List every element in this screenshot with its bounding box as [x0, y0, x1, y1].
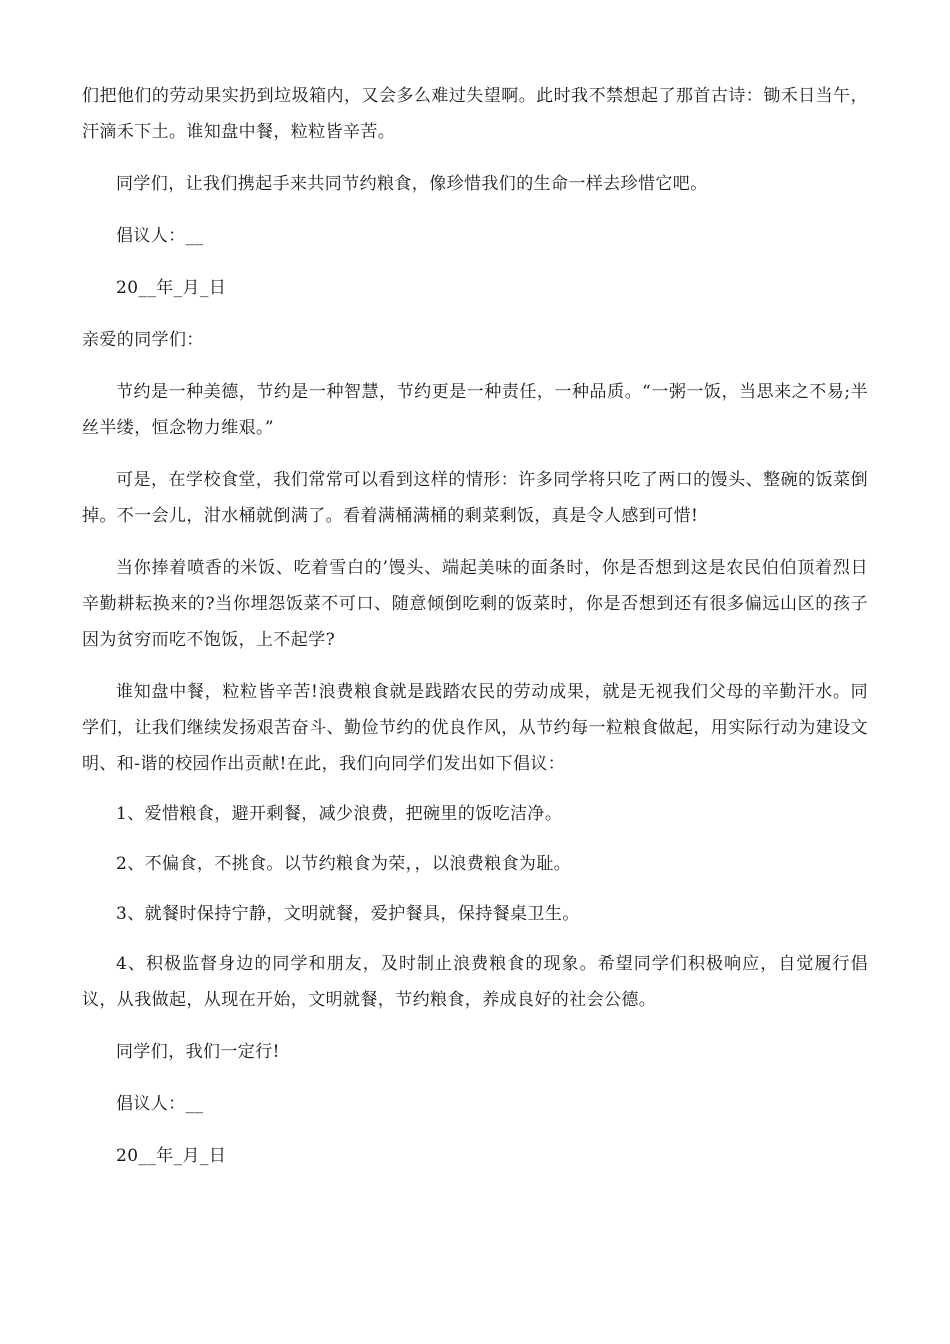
- salutation: 亲爱的同学们：: [82, 330, 204, 350]
- paragraph-canteen: 可是，在学校食堂，我们常常可以看到这样的情形：许多同学将只吃了两口的馒头、整碗的饭菜倒掉。不一会儿，泔水桶就倒满了。看着满桶满桶的剩菜剩饭，真是令人感到可惜!: [82, 470, 868, 526]
- proposal-item-3: 3、就餐时保持宁静，文明就餐，爱护餐具，保持餐桌卫生。: [116, 904, 580, 924]
- signature-proposer: 倡议人：__: [116, 226, 204, 246]
- paragraph-proposal-intro: 谁知盘中餐，粒粒皆辛苦!浪费粮食就是践踏农民的劳动成果，就是无视我们父母的辛勤汗水。同学们，让我们继续发扬艰苦奋斗、勤俭节约的优良作风，从节约每一粒粮食做起，用实际行动为建设文明、和-谐的校园作出贡献!在此，我们向同学们发出如下倡议：: [82, 682, 868, 774]
- signature-proposer-2: 倡议人：__: [116, 1094, 204, 1114]
- document-page: [82, 78, 868, 1174]
- proposal-item-4: 4、积极监督身边的同学和朋友，及时制止浪费粮食的现象。希望同学们积极响应，自觉履行倡议，从我做起，从现在开始，文明就餐，节约粮食，养成良好的社会公德。: [82, 954, 868, 1010]
- signature-date: 20__年_月_日: [116, 278, 227, 298]
- paragraph-farmers: 当你捧着喷香的米饭、吃着雪白的’馒头、端起美味的面条时，你是否想到这是农民伯伯顶着烈日辛勤耕耘换来的?当你埋怨饭菜不可口、随意倾倒吃剩的饭菜时，你是否想到还有很多偏远山区的孩子因为贫穷而吃不饱饭，上不起学?: [82, 558, 868, 650]
- paragraph-virtue: 节约是一种美德，节约是一种智慧，节约更是一种责任，一种品质。“一粥一饭，当思来之不易;半丝半缕，恒念物力维艰。”: [82, 382, 868, 438]
- paragraph-rally: 同学们，我们一定行!: [116, 1042, 280, 1062]
- paragraph-closing-appeal: 同学们，让我们携起手来共同节约粮食，像珍惜我们的生命一样去珍惜它吧。: [116, 174, 708, 194]
- signature-date-2: 20__年_月_日: [116, 1146, 227, 1166]
- proposal-item-1: 1、爱惜粮食，避开剩餐，减少浪费，把碗里的饭吃洁净。: [116, 804, 563, 824]
- proposal-item-2: 2、不偏食，不挑食。以节约粮食为荣，，以浪费粮食为耻。: [116, 854, 572, 874]
- paragraph-poem-ending: 们把他们的劳动果实扔到垃圾箱内，又会多么难过失望啊。此时我不禁想起了那首古诗：锄禾日当午，汗滴禾下土。谁知盘中餐，粒粒皆辛苦。: [82, 86, 868, 142]
